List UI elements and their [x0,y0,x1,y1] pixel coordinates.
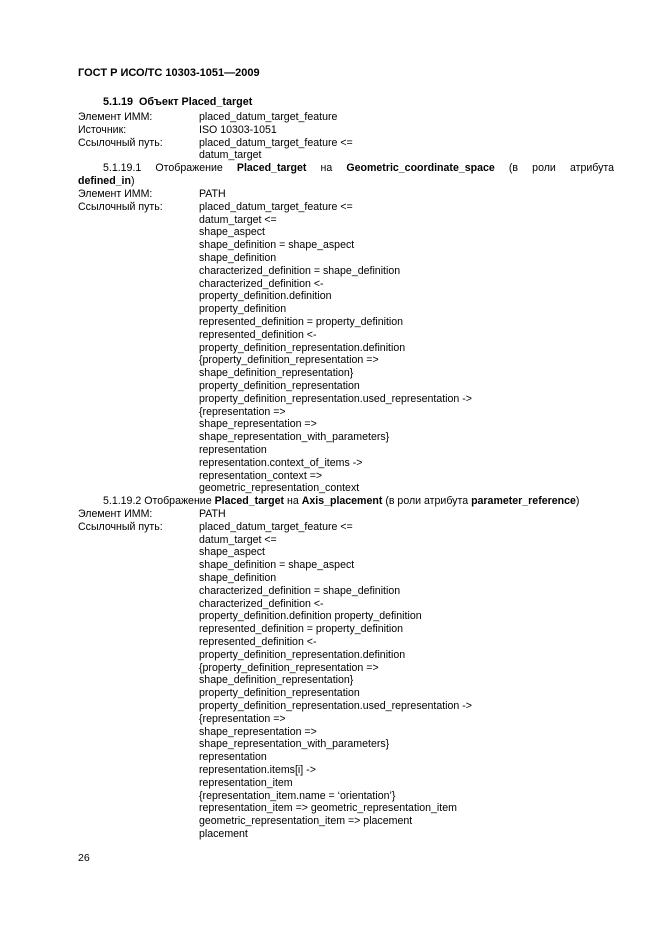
path-line: shape_definition = shape_aspect [199,239,355,252]
subsection-2-number: 5.1.19.2 [103,495,142,507]
path-label: Ссылочный путь: [78,200,163,213]
path-line: {representation => [199,405,286,418]
entry-row [78,137,610,150]
section-number: 5.1.19 [103,96,134,108]
path-line: shape_aspect [199,546,265,559]
path-line: property_definition_representation.definition [199,341,406,354]
subsection-1-word: роли [532,162,556,174]
path-line: datum_target <= [199,533,277,546]
path-label: Ссылочный путь: [78,520,163,533]
subsection-2-heading [78,495,614,508]
element-label: Элемент ИММ: [78,188,153,200]
path-line: geometric_representation_context [199,482,360,495]
section-title [103,96,252,109]
path-line: shape_representation => [199,418,317,431]
subsection-1-word: (в [508,162,519,174]
subsection-1-attribute: defined_in [78,174,131,187]
path-line: shape_definition_representation} [199,367,354,380]
path-line: {property_definition_representation => [199,354,379,367]
path-line: shape_representation_with_parameters} [199,738,390,751]
subsection-2-word: на [287,495,299,507]
path-line: placement [199,827,248,840]
entry-label: Источник: [78,123,127,136]
subsection-2-source: Placed_target [214,495,285,507]
path-line: property_definition_representation.used_representation -> [199,392,472,405]
subsection-1-close: ) [130,174,135,187]
subsection-2-attribute: parameter_reference [471,495,576,507]
entry-label: Элемент ИММ: [78,111,153,123]
path-line: representation_context => [199,469,323,482]
path-line: shape_definition [199,251,277,264]
path-line: shape_aspect [199,226,265,239]
section-title-prefix: Объект [139,96,179,108]
path-line: placed_datum_target_feature <= [199,200,353,213]
path-line: representation_item [199,776,293,789]
path-line: shape_representation_with_parameters} [199,431,390,444]
path-line: property_definition.definition [199,290,332,303]
subsection-2-word: (в роли атрибута [385,495,469,507]
element-value: PATH [199,188,226,200]
entry-row [78,111,610,124]
path-line: {property_definition_representation => [199,661,379,674]
entry-label: Ссылочный путь: [78,136,163,149]
subsection-1-word: на [320,162,333,174]
subsection-1-word: Отображение [155,162,223,174]
path-line: placed_datum_target_feature <= [199,520,353,533]
page-number: 26 [78,852,90,864]
path-line: representation [199,443,267,456]
element-value: PATH [199,508,226,520]
path-line: {representation => [199,712,286,725]
subsection-1-source: Placed_target [236,162,307,174]
path-line: characterized_definition = shape_definition [199,264,401,277]
section-entity: Placed_target [181,96,253,108]
entry-value: placed_datum_target_feature [199,111,338,123]
entry-value: ISO 10303-1051 [199,123,277,136]
path-line: represented_definition = property_definition [199,623,404,636]
path-line: shape_representation => [199,725,317,738]
path-line: represented_definition <- [199,328,317,341]
section-entry [78,111,610,162]
path-line: representation.context_of_items -> [199,456,363,469]
path-line: property_definition_representation [199,687,360,700]
subsection-2-body [78,508,610,841]
subsection-1-target: Geometric_coordinate_space [346,162,495,174]
subsection-1-word: атрибута [569,162,615,174]
path-line: characterized_definition = shape_definition [199,584,401,597]
document-header: ГОСТ Р ИСО/ТС 10303-1051—2009 [78,67,260,79]
subsection-2-close: ) [575,495,580,507]
entry-row [78,124,610,137]
path-line: property_definition.definition property_definition [199,610,422,623]
subsection-1-body [78,188,610,495]
entry-continuation: datum_target [199,149,262,162]
path-line: property_definition_representation [199,379,360,392]
path-line: characterized_definition <- [199,597,324,610]
path-line: shape_definition = shape_aspect [199,559,355,572]
subsection-1-number: 5.1.19.1 [103,162,142,174]
path-line: property_definition_representation.definition [199,648,406,661]
path-line: shape_definition_representation} [199,674,354,687]
subsection-2-target: Axis_placement [301,495,383,507]
path-line: property_definition_representation.used_representation -> [199,699,472,712]
path-line: represented_definition <- [199,635,317,648]
path-line: representation_item => geometric_representation_item [199,802,457,815]
path-line: property_definition [199,303,287,316]
path-line: representation.items[i] -> [199,763,316,776]
element-label: Элемент ИММ: [78,508,153,520]
path-line: geometric_representation_item => placement [199,815,413,828]
subsection-1-heading [78,162,614,188]
subsection-2-word: Отображение [144,495,212,507]
path-line: characterized_definition <- [199,277,324,290]
path-line: {representation_item.name = ‘orientation’} [199,789,396,802]
path-line: represented_definition = property_definition [199,315,404,328]
entry-value: placed_datum_target_feature <= [199,136,353,149]
path-line: datum_target <= [199,213,277,226]
path-line: shape_definition [199,571,277,584]
path-line: representation [199,751,267,764]
